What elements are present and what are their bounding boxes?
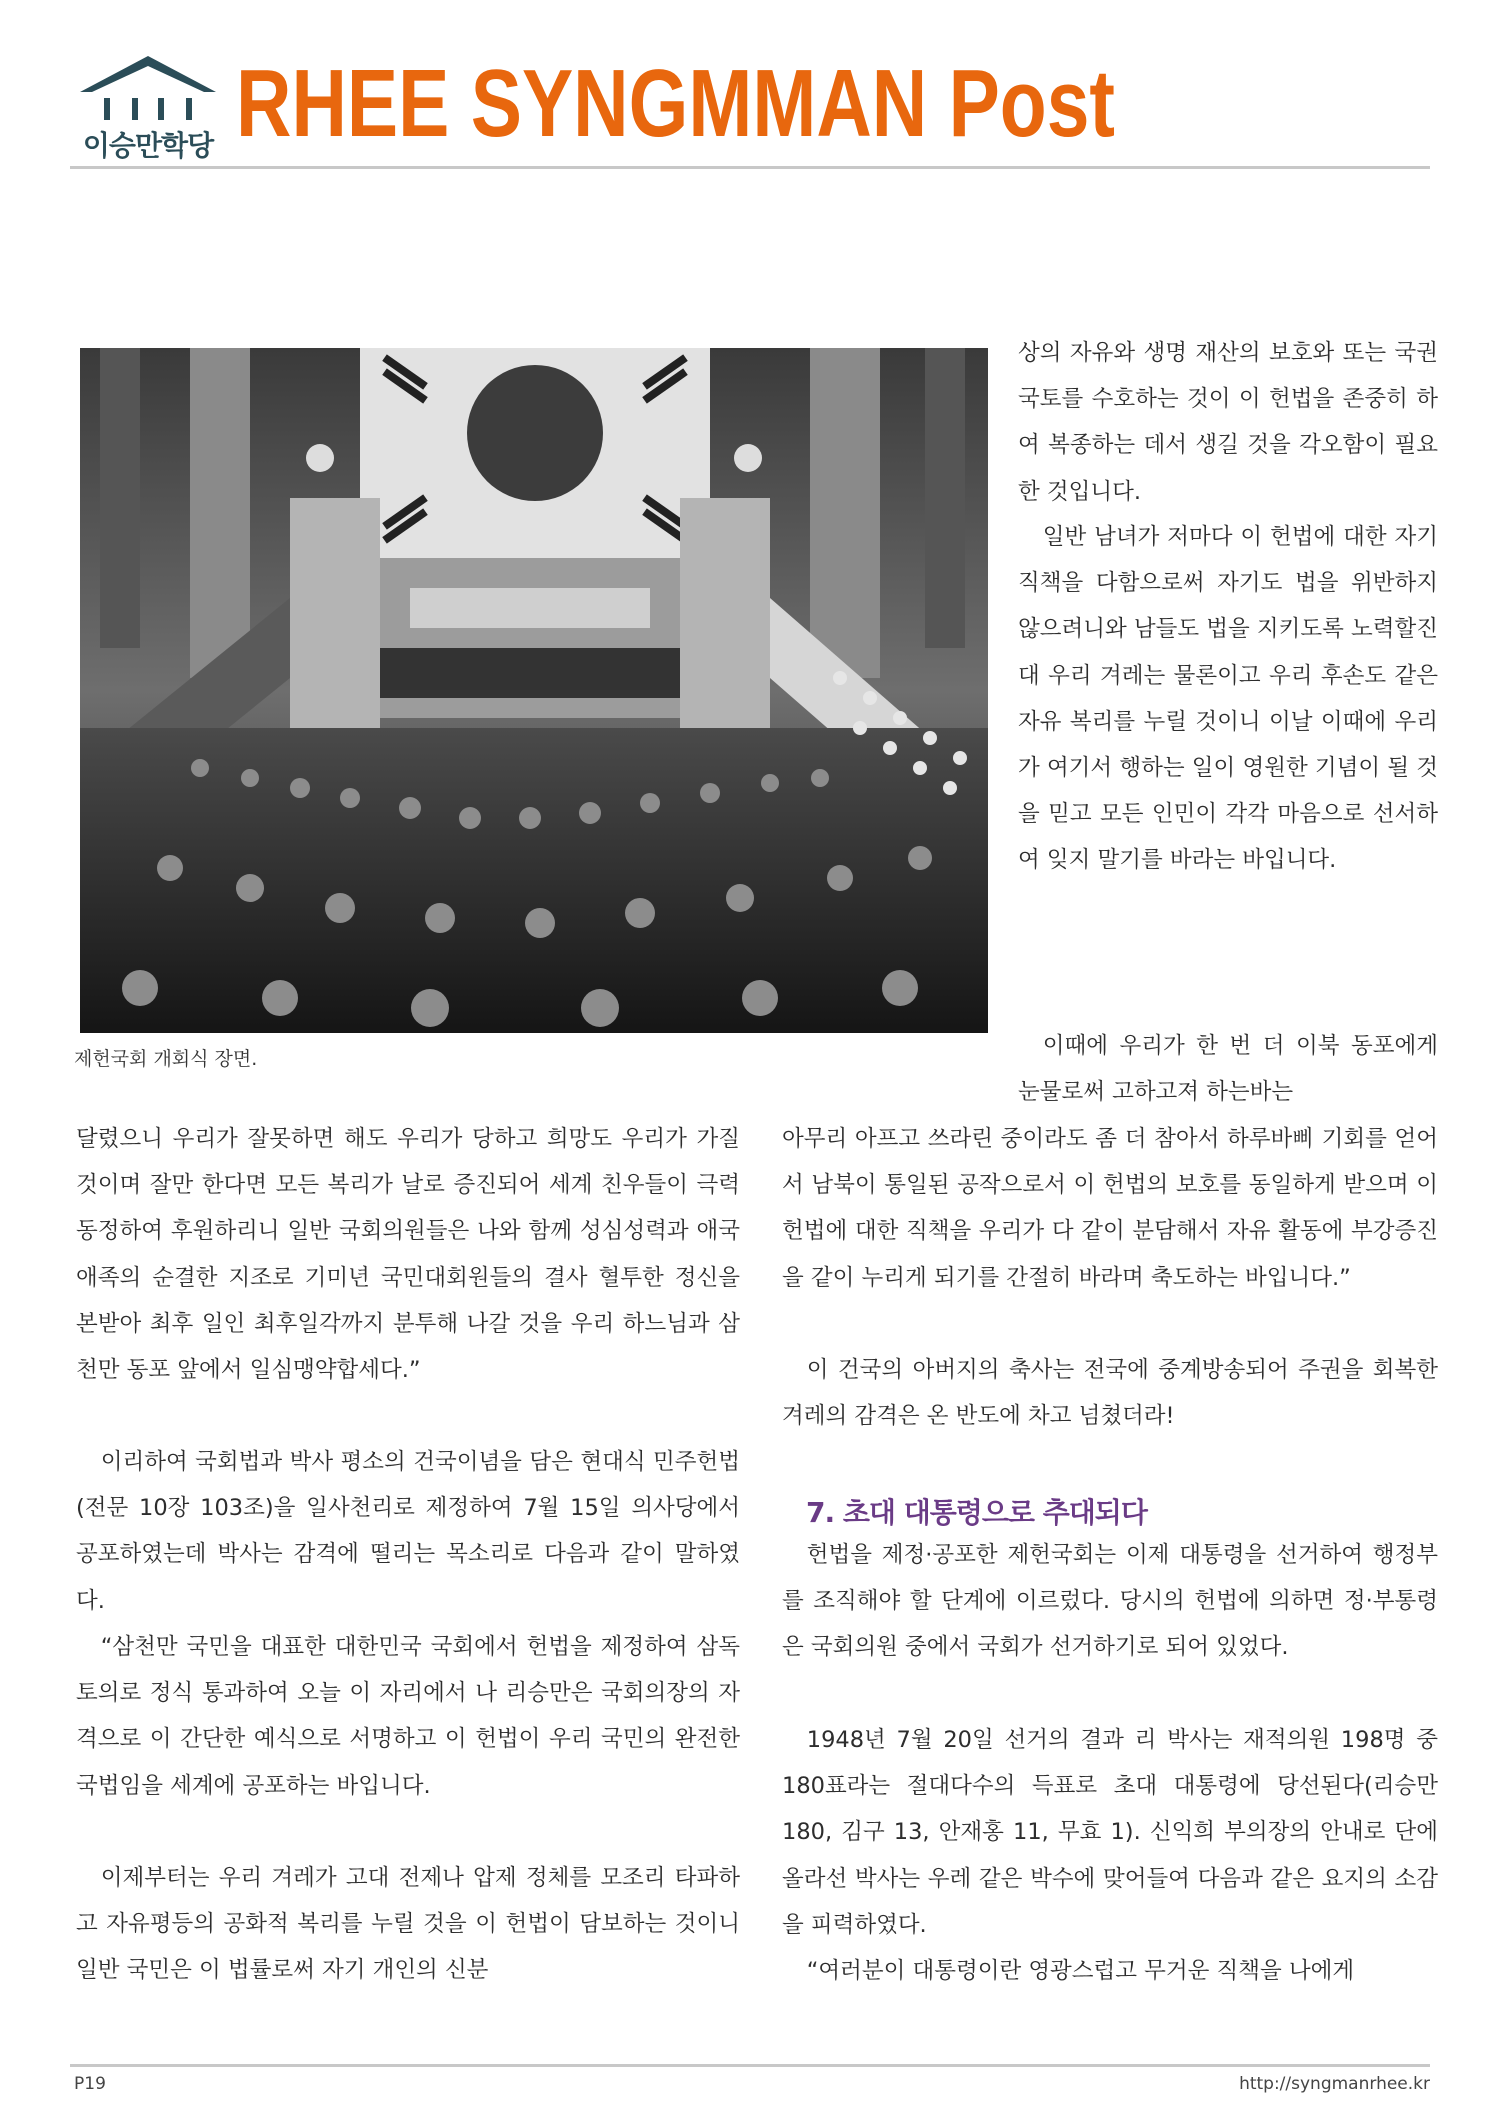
paragraph: 상의 자유와 생명 재산의 보호와 또는 국권 국토를 수호하는 것이 이 헌법을 존중히 하여 복종하는 데서 생길 것을 각오함이 필요한 것입니다.	[1018, 340, 1438, 505]
header-divider	[70, 166, 1430, 169]
house-logo-icon	[70, 50, 226, 124]
paragraph: “여러분이 대통령이란 영광스럽고 무거운 직책을 나에게	[806, 1958, 1355, 1984]
masthead-title: RHEE SYNGMMAN Post	[236, 50, 1115, 157]
paragraph: 아무리 아프고 쓰라린 중이라도 좀 더 참아서 하루바삐 기회를 얻어서 남북이 통일된 공작으로서 이 헌법의 보호를 동일하게 받으며 이 헌법에 대한 직책을 우리가 다 같이 분담해서 자유 활동에 부강증진을 같이 누리게 되기를 간절히 바라며 축도하는 바입니다.”	[782, 1126, 1438, 1291]
paragraph: 이리하여 국회법과 박사 평소의 건국이념을 담은 현대식 민주헌법(전문 10장 103조)을 일사천리로 제정하여 7월 15일 의사당에서 공포하였는데 박사는 감격에 떨리는 목소리로 다음과 같이 말하였다.	[76, 1449, 740, 1614]
site-url: http://syngmanrhee.kr	[1239, 2074, 1430, 2094]
logo-text: 이승만학당	[82, 129, 214, 162]
paragraph: 달렸으니 우리가 잘못하면 해도 우리가 당하고 희망도 우리가 가질 것이며 잘만 한다면 모든 복리가 날로 증진되어 세계 친우들이 극력 동정하여 후원하리니 일반 국회의원들은 나와 함께 성심성력과 애국애족의 순결한 지조로 기미년 국민대회원들의 결사 혈투한 정신을 본받아 최후 일인 최후일각까지 분투해 나갈 것을 우리 하느님과 삼천만 동포 앞에서 일심맹약합세다.”	[76, 1126, 740, 1384]
footer-divider	[70, 2064, 1430, 2067]
paragraph: 이때에 우리가 한 번 더 이북 동포에게 눈물로써 고하고져 하는바는	[1018, 1033, 1438, 1106]
photo-caption: 제헌국회 개회식 장면.	[74, 1048, 258, 1070]
paragraph: 1948년 7월 20일 선거의 결과 리 박사는 재적의원 198명 중 180표라는 절대다수의 득표로 초대 대통령에 당선된다(리승만 180, 김구 13, 안재홍 11, 무효 1). 신익희 부의장의 안내로 단에 올라선 박사는 우레 같은 박수에 맞어들여 다음과 같은 요지의 소감을 피력하였다.	[782, 1727, 1438, 1938]
page-number: P19	[74, 2074, 106, 2094]
paragraph: 일반 남녀가 저마다 이 헌법에 대한 자기 직책을 다함으로써 자기도 법을 위반하지 않으려니와 남들도 법을 지키도록 노력할진대 우리 겨레는 물론이고 우리 후손도 같은 자유 복리를 누릴 것이니 이날 이때에 우리가 여기서 행하는 일이 영원한 기념이 될 것을 믿고 모든 인민이 각각 마음으로 선서하여 잊지 말기를 바라는 바입니다.	[1018, 524, 1438, 874]
paragraph: “삼천만 국민을 대표한 대한민국 국회에서 헌법을 제정하여 삼독 토의로 정식 통과하여 오늘 이 자리에서 나 리승만은 국회의장의 자격으로 이 간단한 예식으로 서명하고 이 헌법이 우리 국민의 완전한 국법임을 세계에 공포하는 바입니다.	[76, 1634, 740, 1799]
paragraph: 이제부터는 우리 겨레가 고대 전제나 압제 정체를 모조리 타파하고 자유평등의 공화적 복리를 누릴 것을 이 헌법이 담보하는 것이니 일반 국민은 이 법률로써 자기 개인의 신분	[76, 1865, 740, 1984]
paragraph: 헌법을 제정·공포한 제헌국회는 이제 대통령을 선거하여 행정부를 조직해야 할 단계에 이르렀다. 당시의 헌법에 의하면 정·부통령은 국회의원 중에서 국회가 선거하기로 되어 있었다.	[782, 1542, 1438, 1661]
paragraph: 이 건국의 아버지의 축사는 전국에 중계방송되어 주권을 회복한 겨레의 감격은 온 반도에 차고 넘쳤더라!	[782, 1357, 1438, 1430]
assembly-photo	[80, 348, 988, 1033]
section-heading: 7. 초대 대통령으로 추대되다	[806, 1496, 1147, 1529]
logo	[70, 50, 226, 160]
